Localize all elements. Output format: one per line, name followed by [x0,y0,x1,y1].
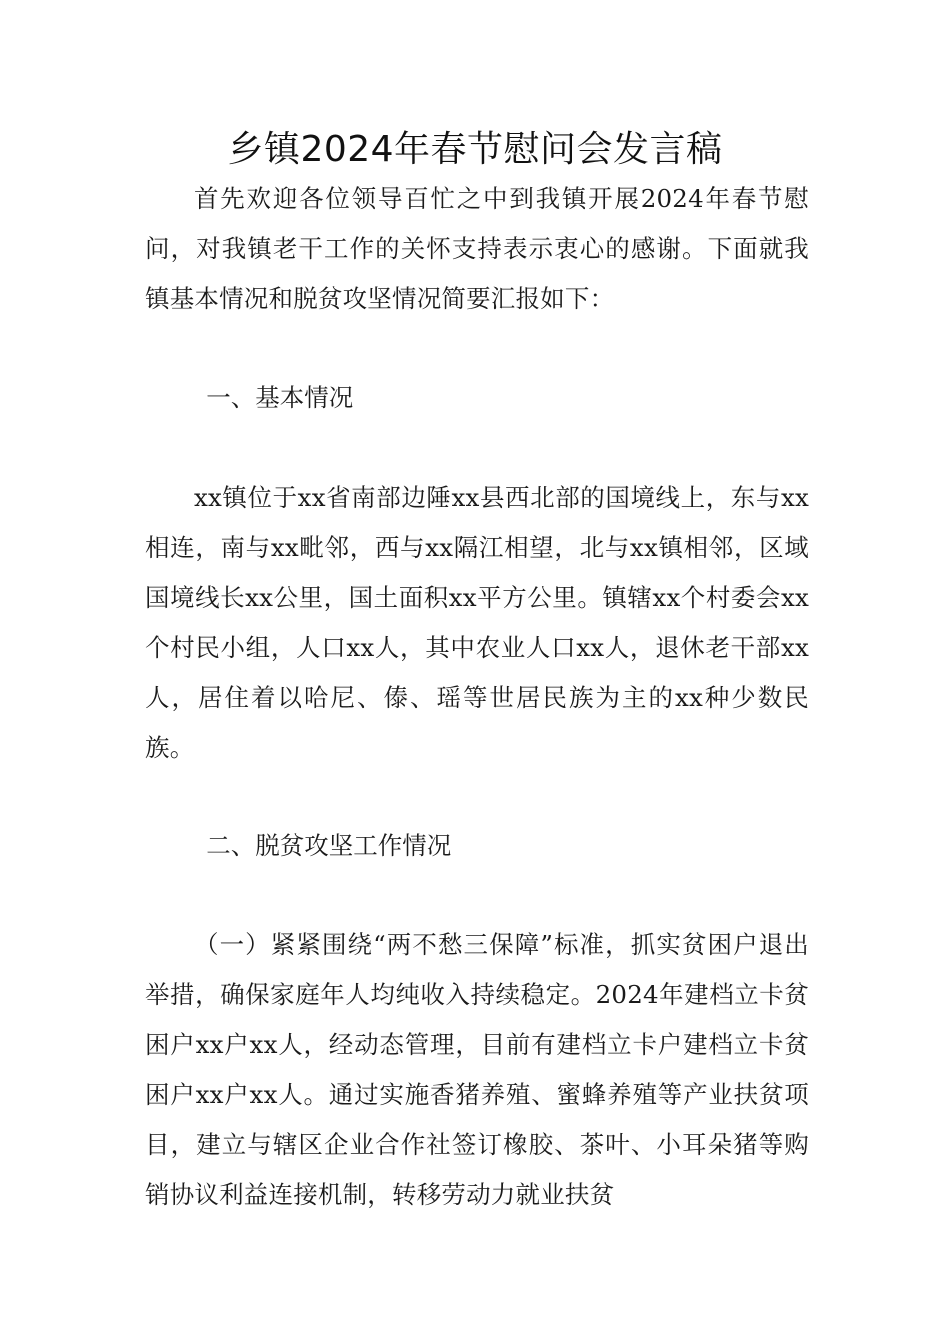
poverty-work-paragraph: （一）紧紧围绕“两不愁三保障”标准，抓实贫困户退出举措，确保家庭年人均纯收入持续稳定。2024年建档立卡贫困户xx户xx人，经动态管理，目前有建档立卡户建档立卡贫困户xx户xx人。通过实施香猪养殖、蜜蜂养殖等产业扶贫项目，建立与辖区企业合作社签订橡胶、茶叶、小耳朵猪等购销协议利益连接机制，转移劳动力就业扶贫 [145,930,809,1209]
document-title: 乡镇2024年春节慰问会发言稿 [227,129,723,170]
section-heading-poverty: 二、脱贫攻坚工作情况 [206,831,452,860]
basic-info-paragraph: xx镇位于xx省南部边陲xx县西北部的国境线上，东与xx相连，南与xx毗邻，西与xx隔江相望，北与xx镇相邻，区域国境线长xx公里，国土面积xx平方公里。镇辖xx个村委会xx个村民小组，人口xx人，其中农业人口xx人，退休老干部xx人，居住着以哈尼、傣、瑶等世居民族为主的xx种少数民族。 [145,483,809,762]
intro-paragraph: 首先欢迎各位领导百忙之中到我镇开展2024年春节慰问，对我镇老干工作的关怀支持表示衷心的感谢。下面就我镇基本情况和脱贫攻坚情况简要汇报如下： [145,184,809,313]
section-heading-basic: 一、基本情况 [206,383,354,412]
